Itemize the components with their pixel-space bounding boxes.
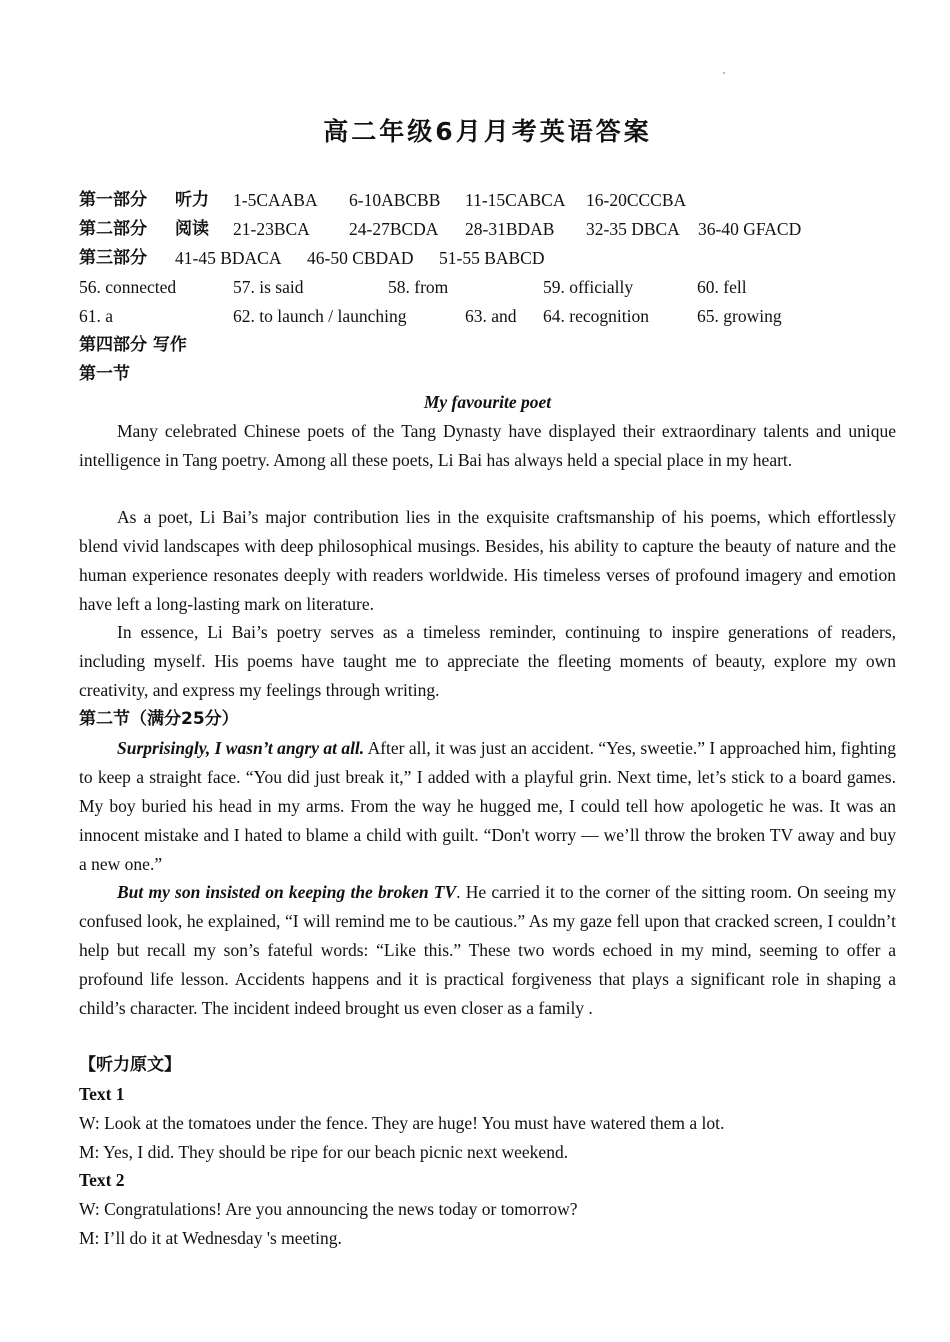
story-lead: Surprisingly, I wasn’t angry at all. — [117, 738, 365, 758]
part2-answer: 32-35 DBCA — [586, 219, 680, 239]
part3-answer: 46-50 CBDAD — [307, 248, 414, 268]
part2-answer: 28-31BDAB — [465, 219, 555, 239]
part2-answer: 21-23BCA — [233, 219, 310, 239]
fill-answer: 60. fell — [697, 277, 747, 297]
fill-answer: 63. and — [465, 306, 517, 326]
part1-answer: 11-15CABCA — [465, 190, 566, 210]
fill-answer: 58. from — [388, 277, 449, 297]
part3-row — [79, 244, 896, 273]
text1-label: Text 1 — [79, 1084, 125, 1104]
essay-title: My favourite poet — [423, 392, 552, 412]
part2-answer: 36-40 GFACD — [698, 219, 802, 239]
fill-row-1 — [79, 273, 896, 302]
page-title: 高二年级6月月考英语答案 — [323, 117, 652, 146]
story-paragraph — [79, 878, 896, 1023]
fill-answer: 59. officially — [543, 277, 634, 297]
fill-answer: 61. a — [79, 306, 114, 326]
essay-paragraph: Many celebrated Chinese poets of the Tang Dynasty have displayed their extraordinary talents and unique intelligence in Tang poetry. Among all these poets, Li Bai has always held a special place in my heart. — [79, 421, 896, 470]
dialogue-line: W: Congratulations! Are you announcing the news today or tomorrow? — [79, 1199, 578, 1219]
story-paragraph — [79, 734, 896, 879]
essay-paragraph: In essence, Li Bai’s poetry serves as a timeless reminder, continuing to inspire generations of readers, including myself. His poems have taught me to appreciate the fleeting moments of beauty, explore my own creativity, and express my feelings through writing. — [79, 622, 896, 700]
part1-row — [79, 186, 896, 215]
part3-label: 第三部分 — [79, 248, 147, 268]
text2-label: Text 2 — [79, 1170, 125, 1190]
part2-row — [79, 215, 896, 244]
part2-name: 阅读 — [175, 219, 209, 239]
part1-answer: 16-20CCCBA — [586, 190, 687, 210]
fill-row-2 — [79, 302, 896, 331]
part1-label: 第一部分 — [79, 190, 147, 210]
scan-dot — [723, 72, 725, 74]
part4-label: 第四部分 写作 — [79, 335, 187, 355]
section1-label: 第一节 — [79, 364, 130, 384]
story-lead: But my son insisted on keeping the broken TV — [117, 882, 457, 902]
story-text: After all, it was just an accident. “Yes, sweetie.” I approached him, fighting to keep a straight face. “You did just break it,” I added with a playful grin. Next time, let’s stick to a board games. My boy buried his head in my arms. From the way he hugged me, I could tell how apologetic he was. It was an innocent mistake and I hated to blame a child with guilt. “Don't worry — we’ll throw the broken TV away and buy a new one.” — [79, 738, 896, 874]
dialogue-line: W: Look at the tomatoes under the fence. They are huge! You must have watered them a lot. — [79, 1113, 725, 1133]
fill-answer: 57. is said — [233, 277, 304, 297]
part2-label: 第二部分 — [79, 219, 147, 239]
part1-answer: 1-5CAABA — [233, 190, 318, 210]
part2-answer: 24-27BCDA — [349, 219, 439, 239]
dialogue-line: M: Yes, I did. They should be ripe for our beach picnic next weekend. — [79, 1142, 569, 1162]
story-text: . He carried it to the corner of the sitting room. On seeing my confused look, he explained, “I will remind me to be cautious.” As my gaze fell upon that cracked screen, I couldn’t help but recall my son’s fateful words: “Like this.” These two words echoed in my mind, seeming to offer a profound life lesson. Accidents happens and it is practical forgiveness that plays a significant role in shaping a child’s character. The incident indeed brought us even closer as a family . — [79, 882, 897, 1018]
part1-answer: 6-10ABCBB — [349, 190, 441, 210]
fill-answer: 56. connected — [79, 277, 177, 297]
listening-header: 【听力原文】 — [79, 1055, 181, 1075]
fill-answer: 65. growing — [697, 306, 782, 326]
part3-answer: 51-55 BABCD — [439, 248, 545, 268]
dialogue-line: M: I’ll do it at Wednesday 's meeting. — [79, 1228, 342, 1248]
fill-answer: 64. recognition — [543, 306, 649, 326]
part3-answer: 41-45 BDACA — [175, 248, 282, 268]
essay-paragraph: As a poet, Li Bai’s major contribution lies in the exquisite craftsmanship of his poems, which effortlessly blend vivid landscapes with deep philosophical musings. Besides, his ability to capture the beauty of nature and the human experience resonates deeply with readers worldwide. His timeless verses of profound imagery and emotion have left a long-lasting mark on literature. — [79, 507, 896, 614]
part1-name: 听力 — [175, 190, 209, 210]
fill-answer: 62. to launch / launching — [233, 306, 407, 326]
section2-label: 第二节（满分25分） — [79, 709, 239, 729]
